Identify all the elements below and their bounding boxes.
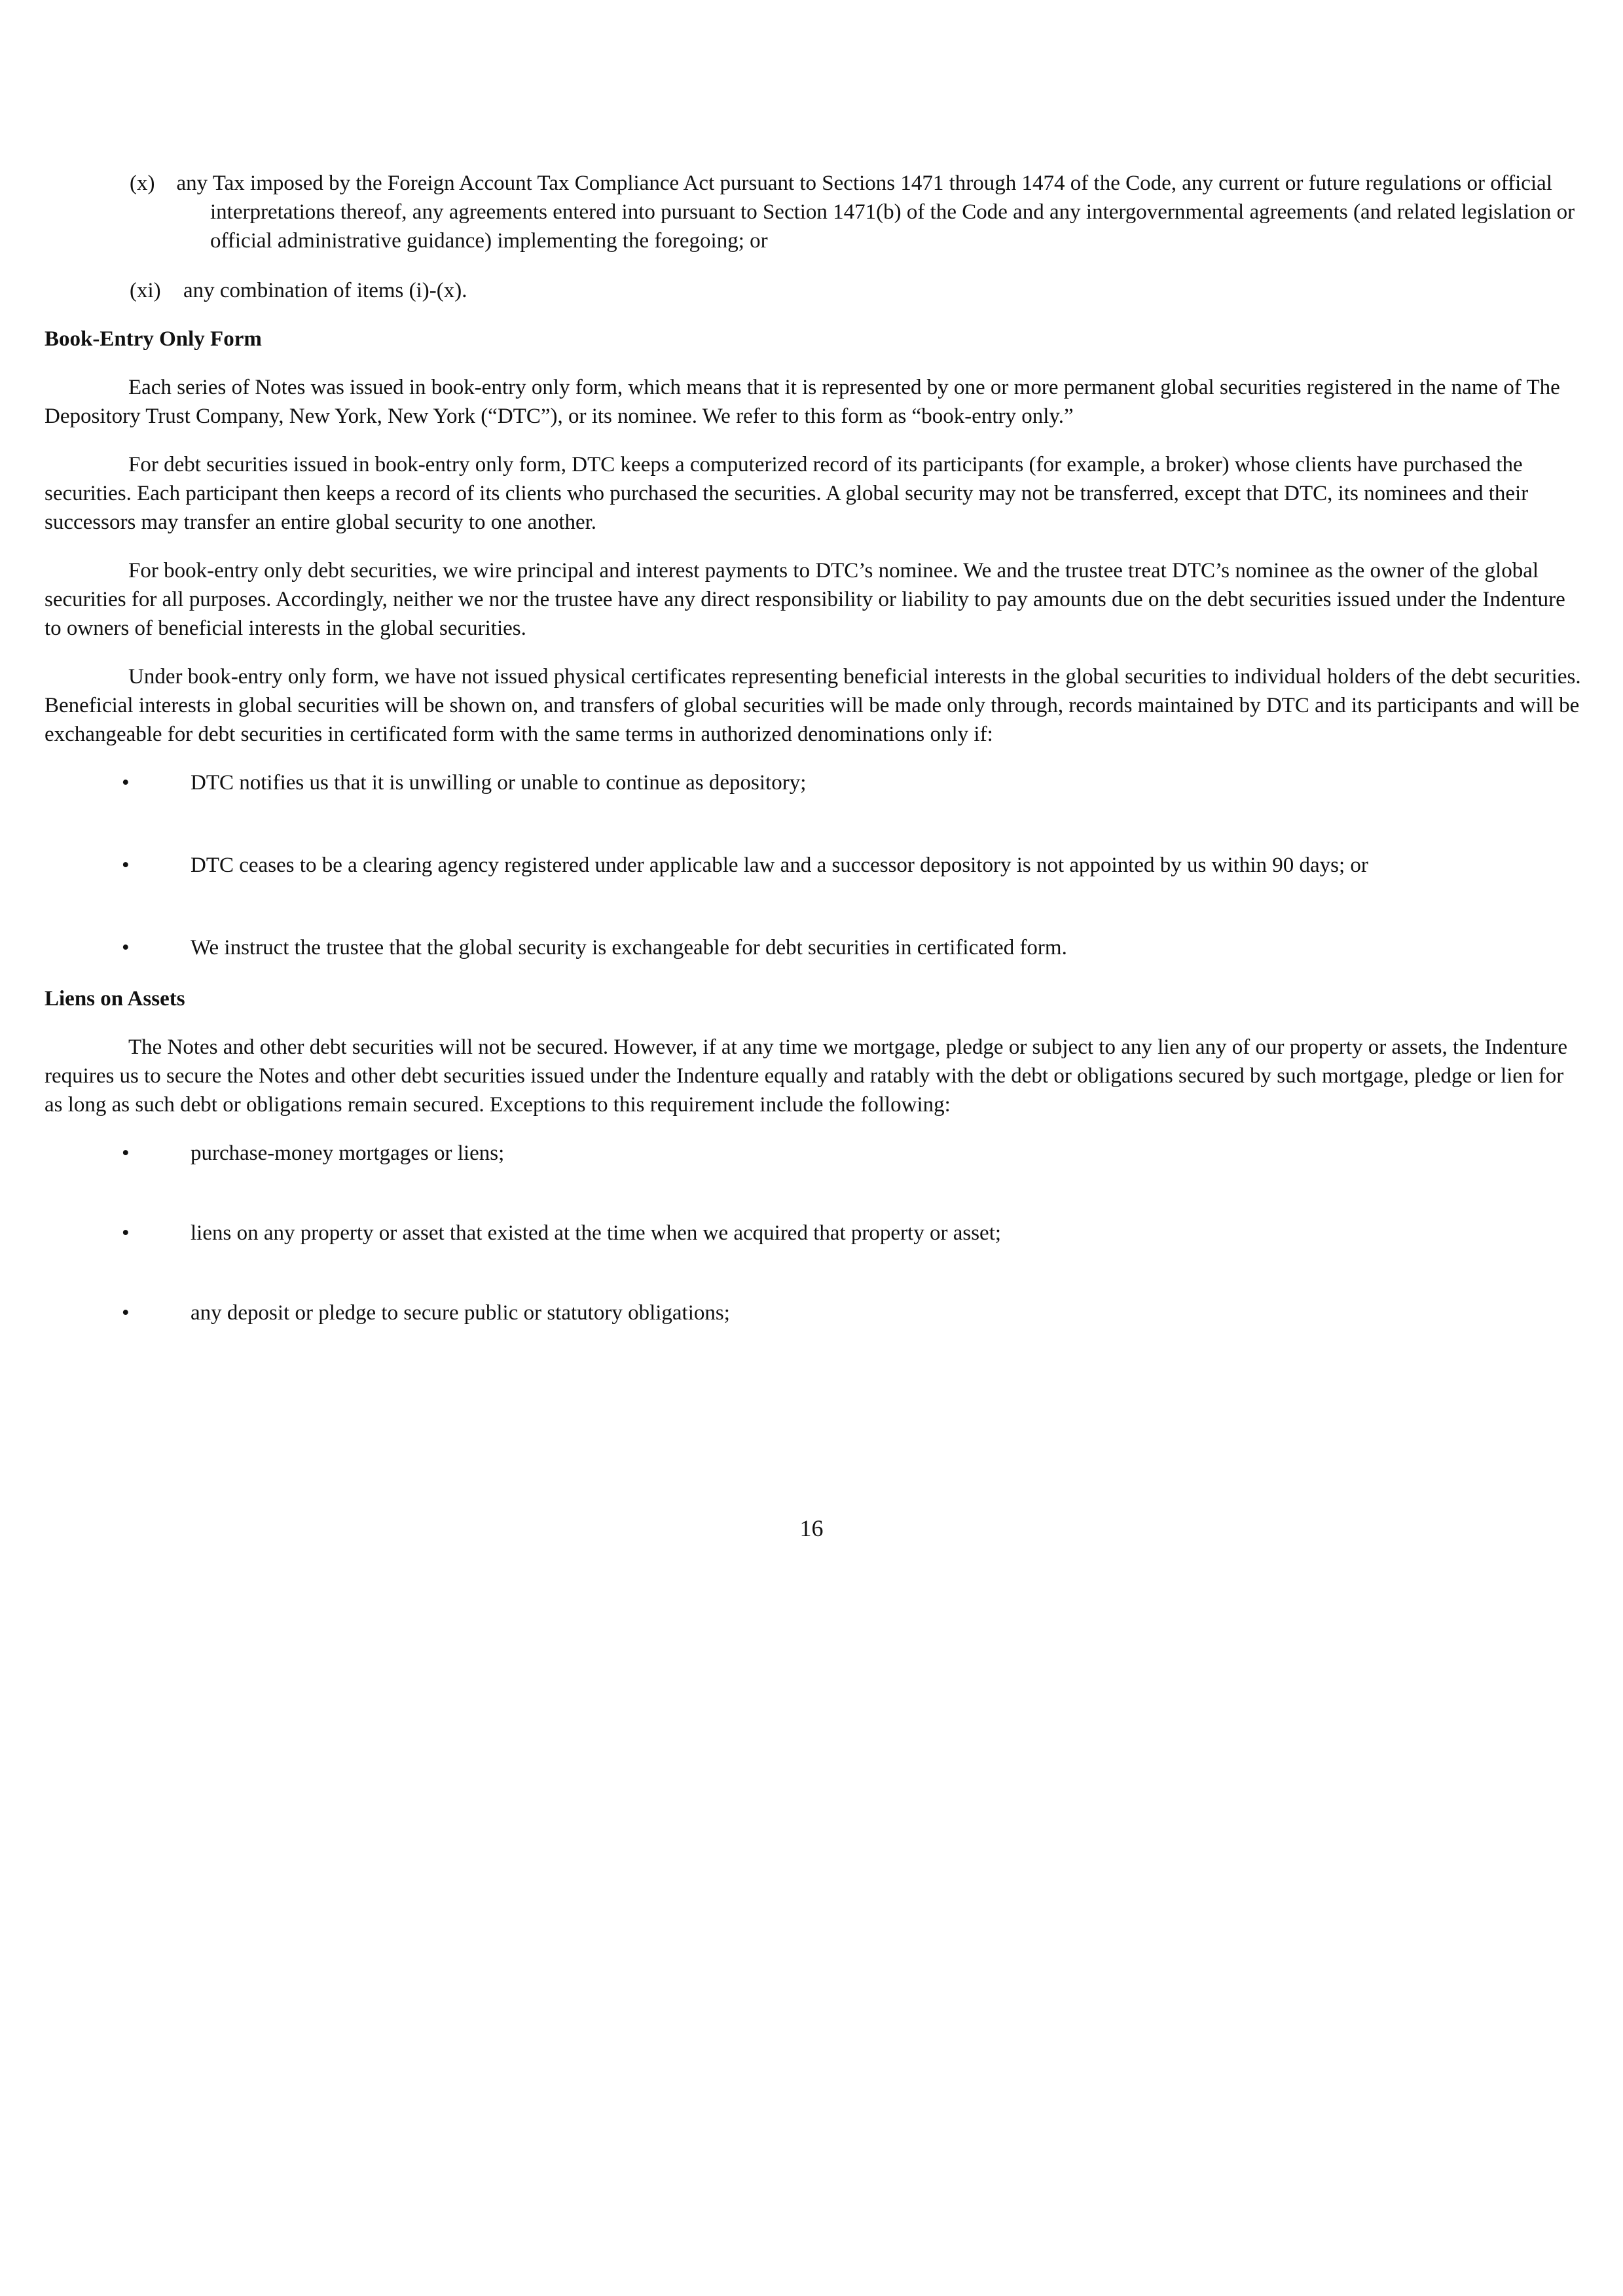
- bullet-item: [45, 851, 1584, 880]
- bullet-icon: •: [122, 1141, 130, 1165]
- section-heading-book-entry: Book-Entry Only Form: [45, 327, 262, 351]
- list-item-x: [45, 169, 1584, 255]
- bullet-icon: •: [122, 771, 130, 795]
- item-text: any Tax imposed by the Foreign Account Tax Compliance Act pursuant to Sections 1471 through 1474 of the Code, any current or future regulations or official interpretations thereof, any agreements entered into pursuant to Section 1471(b) of the Code and any intergovernmental agreements (and related legislation or official administrative guidance) implementing the foregoing; or: [176, 171, 1575, 253]
- item-number: (xi): [130, 279, 161, 302]
- bullet-list-liens: [45, 1139, 1584, 1327]
- bullet-icon: •: [122, 1301, 130, 1325]
- list-item-xi: [45, 276, 1584, 305]
- bullet-text: purchase-money mortgages or liens;: [191, 1141, 505, 1165]
- bullet-text: any deposit or pledge to secure public or statutory obligations;: [191, 1301, 730, 1325]
- paragraph: The Notes and other debt securities will not be secured. However, if at any time we mortgage, pledge or subject to any lien any of our property or assets, the Indenture requires us to secure the Notes and other debt securities issued under the Indenture equally and ratably with the debt or obligations secured by such mortgage, pledge or lien for as long as such debt or obligations remain secured. Exceptions to this requirement include the following:: [45, 1035, 1567, 1117]
- bullet-text: DTC notifies us that it is unwilling or unable to continue as depository;: [191, 771, 807, 795]
- paragraph: Each series of Notes was issued in book-entry only form, which means that it is represented by one or more permanent global securities registered in the name of The Depository Trust Company, New York, New York (“DTC”), or its nominee. We refer to this form as “book-entry only.”: [45, 376, 1560, 428]
- bullet-icon: •: [122, 936, 130, 960]
- bullet-list-book-entry: [45, 768, 1584, 962]
- bullet-item: [45, 1299, 1584, 1327]
- bullet-text: DTC ceases to be a clearing agency registered under applicable law and a successor depository is not appointed by us within 90 days; or: [191, 853, 1368, 877]
- page-number: 16: [799, 1515, 824, 1541]
- bullet-icon: •: [122, 1221, 130, 1245]
- item-number: (x): [130, 171, 155, 195]
- bullet-text: liens on any property or asset that existed at the time when we acquired that property or asset;: [191, 1221, 1002, 1245]
- paragraph: For debt securities issued in book-entry only form, DTC keeps a computerized record of its participants (for example, a broker) whose clients have purchased the securities. Each participant then keeps a record of its clients who purchased the securities. A global security may not be transferred, except that DTC, its nominees and their successors may transfer an entire global security to one another.: [45, 453, 1529, 534]
- bullet-item: [45, 1219, 1584, 1247]
- bullet-item: [45, 768, 1584, 797]
- document-page: [45, 169, 1584, 1378]
- section-heading-liens: Liens on Assets: [45, 987, 185, 1011]
- bullet-icon: •: [122, 853, 130, 877]
- bullet-item: [45, 933, 1584, 962]
- bullet-item: [45, 1139, 1584, 1168]
- bullet-text: We instruct the trustee that the global security is exchangeable for debt securities in certificated form.: [191, 936, 1067, 960]
- item-text: any combination of items (i)-(x).: [183, 279, 467, 302]
- paragraph: Under book-entry only form, we have not issued physical certificates representing beneficial interests in the global securities to individual holders of the debt securities. Beneficial interests in global securities will be shown on, and transfers of global securities will be made only through, records maintained by DTC and its participants and will be exchangeable for debt securities in certificated form with the same terms in authorized denominations only if:: [45, 665, 1581, 746]
- paragraph: For book-entry only debt securities, we wire principal and interest payments to DTC’s nominee. We and the trustee treat DTC’s nominee as the owner of the global securities for all purposes. Accordingly, neither we nor the trustee have any direct responsibility or liability to pay amounts due on the debt securities issued under the Indenture to owners of beneficial interests in the global securities.: [45, 559, 1565, 640]
